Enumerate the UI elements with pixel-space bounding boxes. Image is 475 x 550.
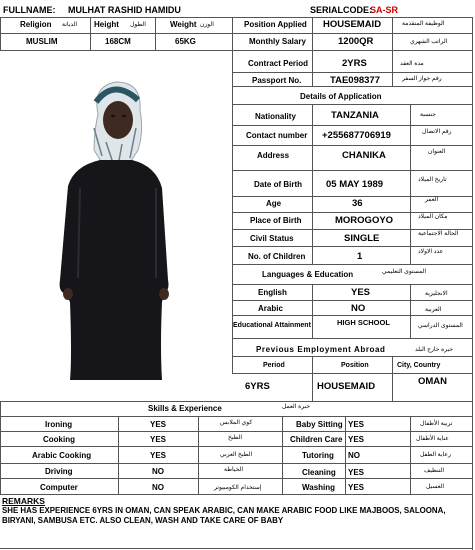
detail-value: 36 xyxy=(352,198,363,209)
detail-label: Place of Birth xyxy=(250,216,302,225)
skill-label: Computer xyxy=(40,483,78,492)
salary-label: Monthly Salary xyxy=(249,37,306,46)
remarks-line2: BIRYANI, SAMBUSA ETC. ALSO CLEAN, WASH AND TAKE CARE OF BABY xyxy=(2,516,284,525)
passport-label: Passport No. xyxy=(252,76,302,85)
position-value: HOUSEMAID xyxy=(323,19,382,30)
detail-label: Age xyxy=(266,199,282,208)
fullname-label: FULLNAME: xyxy=(3,5,56,15)
language-label: Arabic xyxy=(258,304,283,313)
employment-city: OMAN xyxy=(418,376,448,387)
employment-col-city: City, Country xyxy=(397,362,441,369)
skill-arabic: رعاية الطفل xyxy=(420,452,451,458)
detail-arabic: العنوان xyxy=(428,149,446,155)
detail-arabic: رقم الاتصال xyxy=(422,129,452,135)
detail-value: 1 xyxy=(357,251,363,262)
position-arabic: الوظيفة المتقدمة xyxy=(402,21,445,27)
skill-value: YES xyxy=(348,483,365,492)
detail-arabic: الحالة الاجتماعية xyxy=(418,231,459,237)
skill-value: NO xyxy=(348,451,360,460)
skill-value: YES xyxy=(150,420,167,429)
remarks-line1: SHE HAS EXPERIENCE 6YRS IN OMAN, CAN SPEAK ARABIC, CAN MAKE ARABIC FOOD LIKE MAJBOOS, SALOONA, xyxy=(2,506,446,515)
language-value: YES xyxy=(351,287,371,298)
skill-value: NO xyxy=(152,483,164,492)
skill-value: YES xyxy=(150,435,167,444)
detail-value: SINGLE xyxy=(344,233,380,244)
skill-label: Cleaning xyxy=(302,468,336,477)
language-arabic: العربية xyxy=(425,307,442,313)
skill-arabic: تربية الأطفال xyxy=(420,421,453,427)
skill-arabic: الطبخ العربي xyxy=(220,452,253,458)
salary-arabic: الراتب الشهري xyxy=(410,39,448,45)
skill-arabic: كوي الملابس xyxy=(220,420,253,426)
fullname-value: MULHAT RASHID HAMIDU xyxy=(68,5,181,15)
skill-value: NO xyxy=(152,467,164,476)
detail-arabic: عدد الاولاد xyxy=(418,249,444,255)
skill-value: YES xyxy=(348,420,365,429)
languages-arabic: المستوى التعليمي xyxy=(382,269,427,275)
serialcode-value: SA-SR xyxy=(370,5,399,15)
skill-arabic: الغسيل xyxy=(426,484,445,490)
religion-arabic: الديانة xyxy=(62,22,78,28)
skill-label: Ironing xyxy=(45,420,73,429)
weight-value: 65KG xyxy=(175,37,196,46)
employment-col-position: Position xyxy=(341,362,369,369)
remarks-label: REMARKS xyxy=(2,496,45,506)
detail-arabic: تاريخ الميلاد xyxy=(418,177,447,183)
languages-title: Languages & Education xyxy=(262,270,354,279)
skill-value: YES xyxy=(348,435,365,444)
detail-value: 05 MAY 1989 xyxy=(326,179,384,190)
applicant-figure-icon xyxy=(10,58,225,388)
applicant-photo xyxy=(10,58,225,388)
detail-value: MOROGOYO xyxy=(335,215,394,226)
detail-label: Civil Status xyxy=(250,234,294,243)
religion-value: MUSLIM xyxy=(26,37,58,46)
employment-title: Previous Employment Abroad xyxy=(256,345,386,354)
height-label: Height xyxy=(94,20,119,29)
details-title: Details of Application xyxy=(300,92,382,101)
detail-value: TANZANIA xyxy=(331,110,379,121)
detail-arabic: العمر xyxy=(425,197,439,203)
skill-value: YES xyxy=(348,468,365,477)
employment-col-period: Period xyxy=(263,362,285,369)
position-label: Position Applied xyxy=(244,20,307,29)
salary-value: 1200QR xyxy=(338,36,374,47)
language-label: English xyxy=(258,288,287,297)
skill-label: Tutoring xyxy=(302,451,334,460)
contract-value: 2YRS xyxy=(342,58,367,69)
education-label: Educational Attainment xyxy=(233,322,311,329)
skill-arabic: الطبخ xyxy=(228,435,243,441)
employment-period: 6YRS xyxy=(245,381,270,392)
height-value: 168CM xyxy=(105,37,131,46)
detail-label: No. of Children xyxy=(248,252,306,261)
skill-label: Arabic Cooking xyxy=(32,451,92,460)
skill-arabic: التنظيف xyxy=(424,468,445,474)
skill-label: Baby Sitting xyxy=(296,420,343,429)
employment-position: HOUSEMAID xyxy=(317,381,376,392)
detail-arabic: جنسية xyxy=(420,112,436,118)
height-arabic: الطول xyxy=(130,22,146,28)
skill-value: YES xyxy=(150,451,167,460)
skills-title: Skills & Experience xyxy=(148,404,222,413)
skill-arabic: الخياطة xyxy=(224,467,243,473)
passport-arabic: رقم جواز السفر xyxy=(402,76,442,82)
education-value: HIGH SCHOOL xyxy=(337,318,390,327)
skill-label: Children Care xyxy=(290,435,343,444)
weight-label: Weight xyxy=(170,20,197,29)
skill-label: Washing xyxy=(302,483,336,492)
detail-arabic: مكان الميلاد xyxy=(418,214,448,220)
detail-label: Address xyxy=(257,151,290,160)
skill-label: Driving xyxy=(45,467,73,476)
skill-label: Cooking xyxy=(43,435,75,444)
language-arabic: الانجليزية xyxy=(425,291,448,297)
contract-label: Contract Period xyxy=(248,59,309,68)
employment-arabic: خبرة خارج البلد xyxy=(415,347,454,353)
serialcode-label: SERIALCODE: xyxy=(310,5,373,15)
skill-arabic: إستخدام الكومبيوتر xyxy=(214,485,262,491)
detail-label: Date of Birth xyxy=(254,180,302,189)
passport-value: TAE098377 xyxy=(330,75,380,86)
detail-value: +255687706919 xyxy=(322,130,391,141)
detail-label: Contact number xyxy=(246,131,308,140)
detail-value: CHANIKA xyxy=(342,150,386,161)
skills-arabic: خبرة العمل xyxy=(282,404,311,410)
weight-arabic: الوزن xyxy=(200,22,214,28)
religion-label: Religion xyxy=(20,20,52,29)
education-arabic: المستوى الدراسي xyxy=(418,323,463,329)
language-value: NO xyxy=(351,303,366,314)
detail-label: Nationality xyxy=(255,112,296,121)
contract-arabic: مدة العقد xyxy=(400,61,424,67)
skill-arabic: عناية الأطفال xyxy=(416,436,449,442)
